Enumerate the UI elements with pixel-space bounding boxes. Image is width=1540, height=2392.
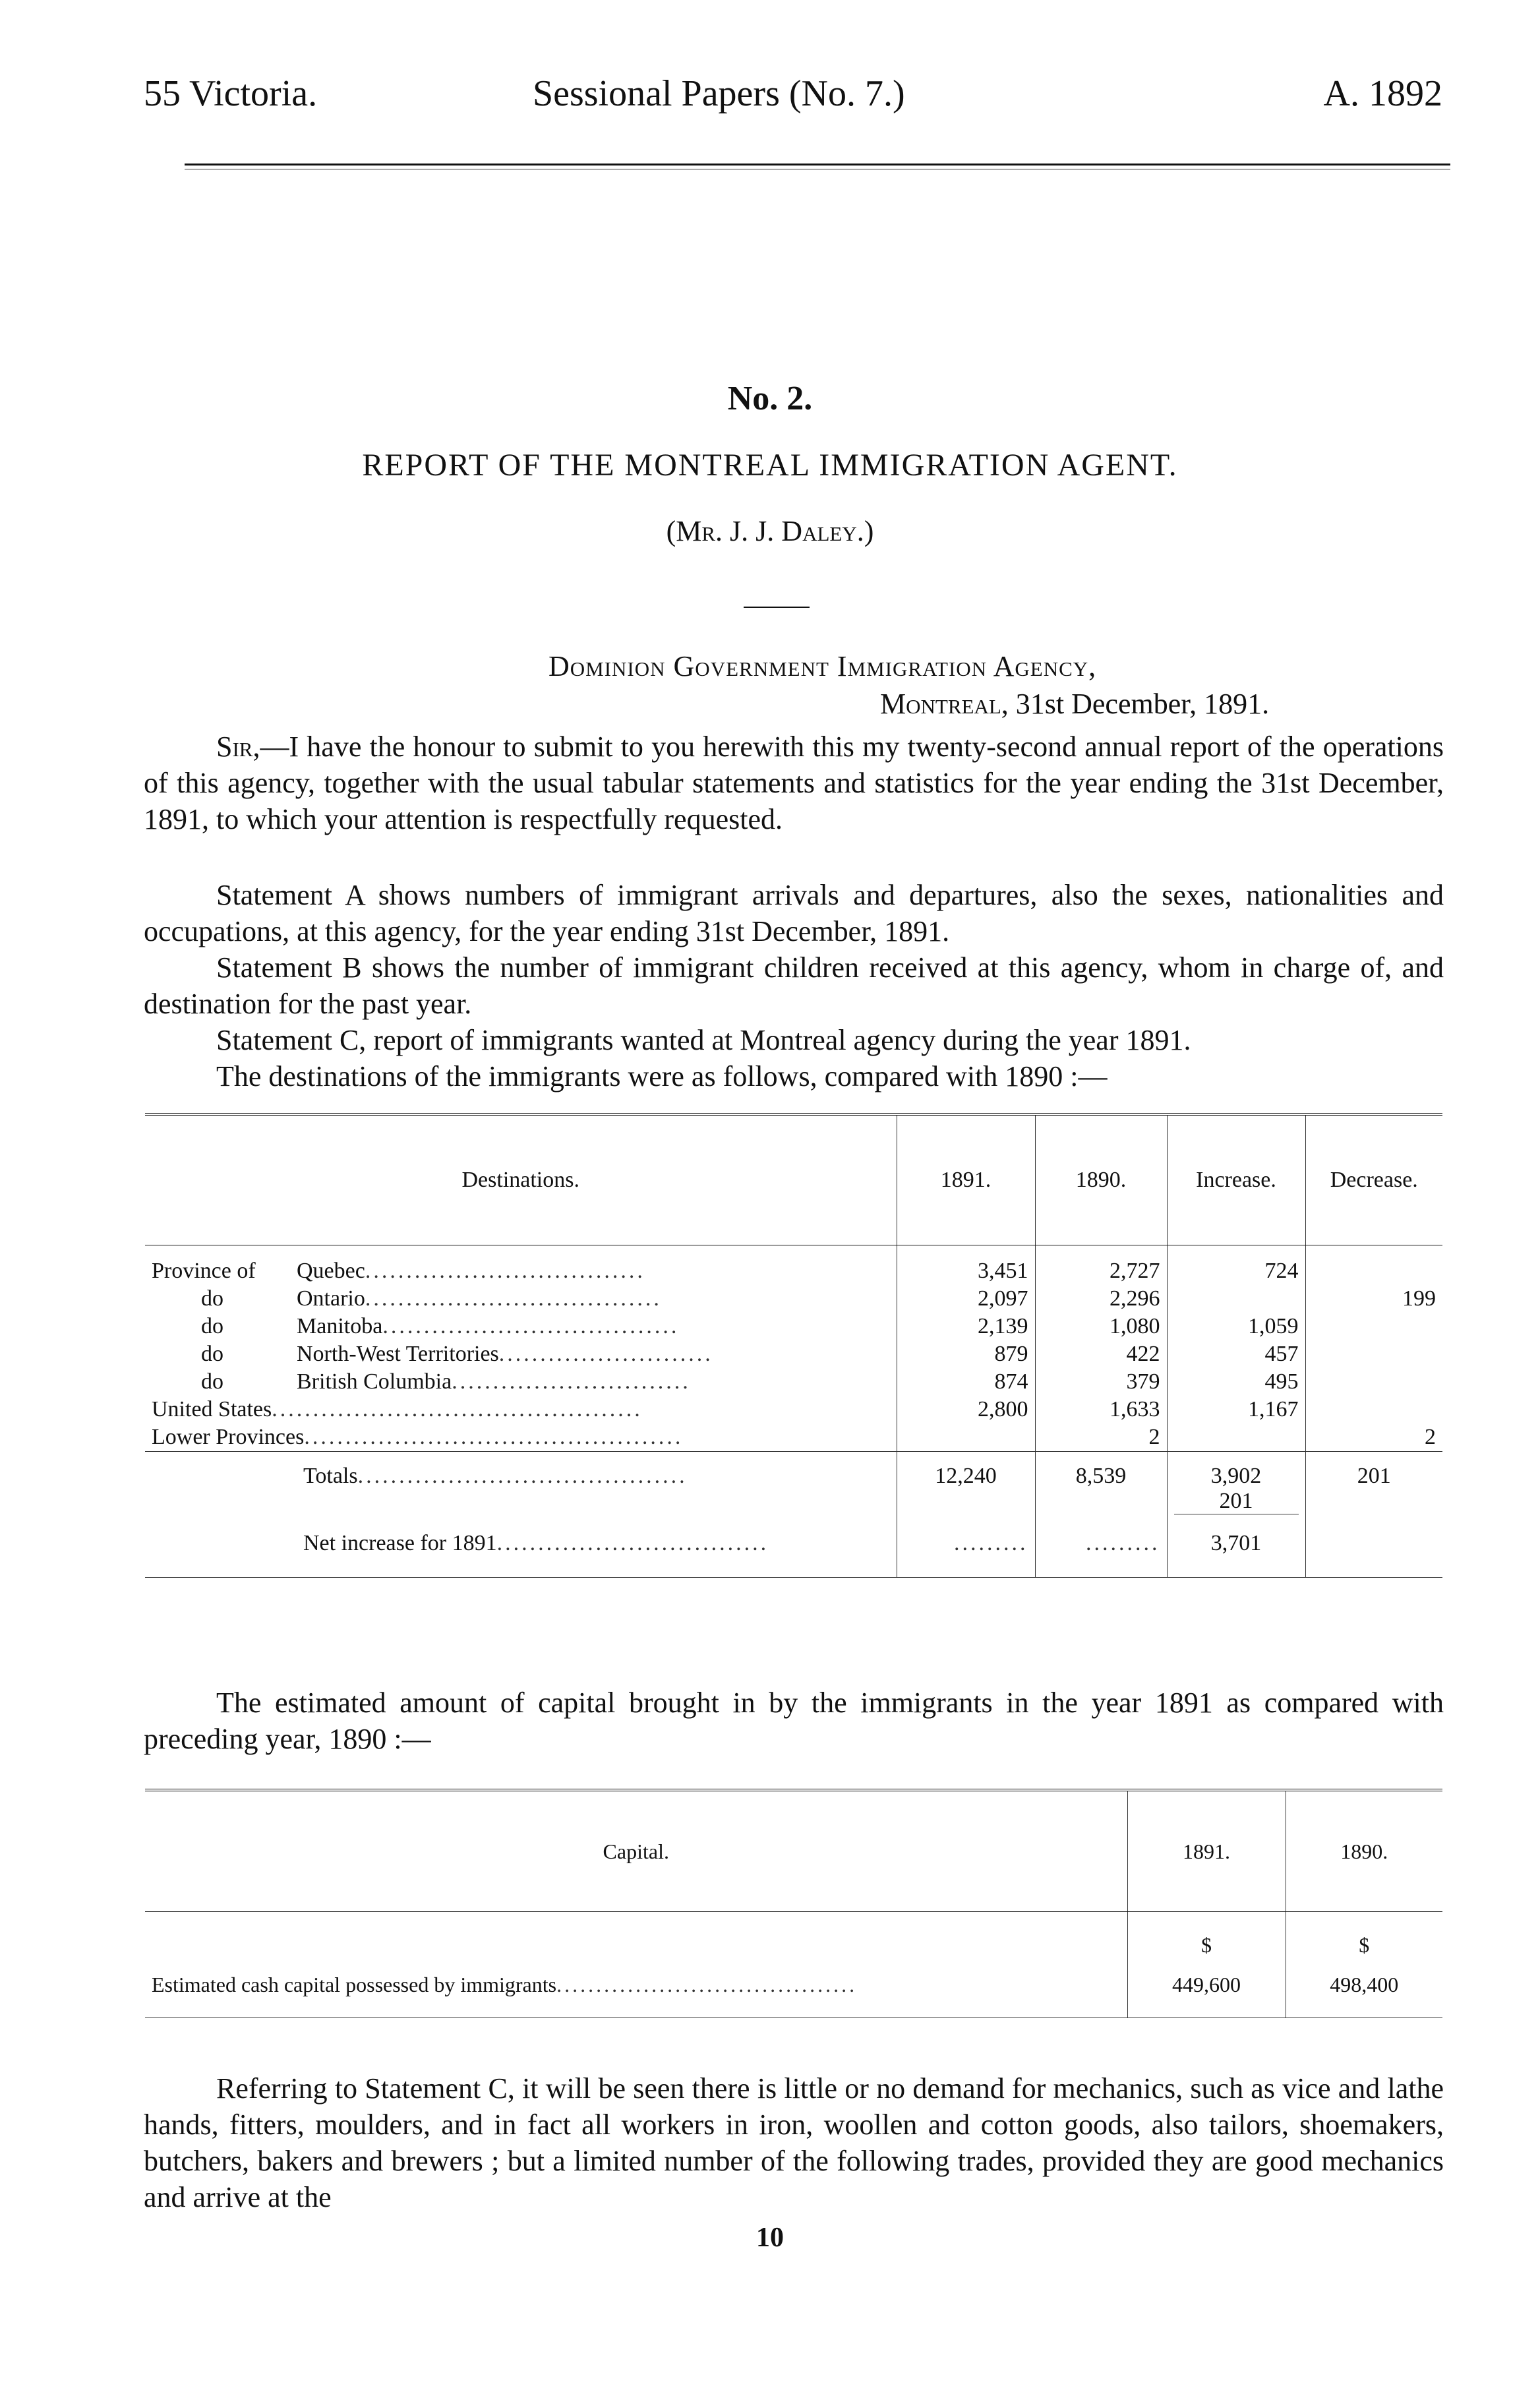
row-prefix: do bbox=[201, 1313, 223, 1338]
cell-1891: 2,139 bbox=[897, 1313, 1035, 1340]
row-prefix: do bbox=[201, 1341, 223, 1366]
cell-1891: 2,097 bbox=[897, 1285, 1035, 1313]
row-destination: Quebec bbox=[297, 1258, 365, 1283]
total-decrease: 201 bbox=[1305, 1451, 1442, 1524]
cell-decrease: 2 bbox=[1305, 1423, 1442, 1452]
agent-name: (Mr. J. J. Daley.) bbox=[666, 515, 874, 547]
paragraph-statement-c: Statement C, report of immigrants wanted at Montreal agency during the year 1891. bbox=[216, 1024, 1191, 1056]
cell-increase: 1,059 bbox=[1167, 1313, 1305, 1340]
row-destination: Manitoba bbox=[297, 1313, 383, 1338]
capital-header-row bbox=[145, 1790, 1442, 1912]
total-1890: 8,539 bbox=[1035, 1451, 1167, 1524]
table-row bbox=[145, 1396, 1442, 1423]
unit-1890: $ bbox=[1286, 1912, 1442, 1965]
page-number: 10 bbox=[756, 2223, 784, 2253]
leader-dots: ............................. bbox=[452, 1369, 691, 1394]
row-destination: Lower Provinces bbox=[152, 1424, 305, 1449]
capital-table bbox=[145, 1789, 1442, 2018]
row-destination: British Columbia bbox=[297, 1369, 452, 1394]
cell-1890: 379 bbox=[1035, 1368, 1167, 1396]
cell-increase: 495 bbox=[1167, 1368, 1305, 1396]
table-row bbox=[145, 1285, 1442, 1313]
unit-1891: $ bbox=[1127, 1912, 1286, 1965]
leader-dots: .......................... bbox=[498, 1341, 713, 1366]
cell-1890: 1,080 bbox=[1035, 1313, 1167, 1340]
col-header-1890: 1890. bbox=[1286, 1790, 1442, 1912]
table-row bbox=[145, 1313, 1442, 1340]
dateline bbox=[880, 687, 1269, 721]
cell-increase: 457 bbox=[1167, 1340, 1305, 1368]
cell-increase: 724 bbox=[1167, 1245, 1305, 1285]
col-header-destinations: Destinations. bbox=[145, 1114, 897, 1245]
cell-1891: 2,800 bbox=[897, 1396, 1035, 1423]
row-destination: North-West Territories bbox=[297, 1341, 499, 1366]
row-prefix: do bbox=[201, 1369, 223, 1394]
paragraph-capital-intro: The estimated amount of capital brought in by the immigrants in the year 1891 as compared with preceding year, 1890 :— bbox=[144, 1687, 1444, 1755]
cell-1891: 3,451 bbox=[897, 1245, 1035, 1285]
table-row bbox=[145, 1423, 1442, 1452]
cell-increase bbox=[1167, 1423, 1305, 1452]
cell-1891: 879 bbox=[897, 1340, 1035, 1368]
table-row bbox=[145, 1965, 1442, 2018]
paragraph-mechanics: Referring to Statement C, it will be seen there is little or no demand for mechanics, such as vice and lathe hands, fitters, moulders, and in fact all workers in iron, woollen and cotton goods, also tailors, shoemakers, butchers, bakers and brewers ; but a limited number of the following trades, provided they are good mechanics and arrive at the bbox=[144, 2072, 1444, 2213]
capital-value-1890: 498,400 bbox=[1286, 1965, 1442, 2018]
units-row bbox=[145, 1912, 1442, 1965]
header-rule-top bbox=[185, 164, 1450, 165]
cell-1890: 2 bbox=[1035, 1423, 1167, 1452]
document-number: No. 2. bbox=[727, 380, 813, 417]
total-increase-value: 3,902 bbox=[1210, 1463, 1262, 1488]
leader-dots: .............................................. bbox=[304, 1424, 684, 1449]
cell-decrease bbox=[1305, 1313, 1442, 1340]
dateline-place: Montreal, bbox=[880, 688, 1009, 720]
cell-decrease bbox=[1305, 1340, 1442, 1368]
table-row bbox=[145, 1245, 1442, 1285]
header-session: 55 Victoria. bbox=[144, 73, 318, 114]
paragraph-intro bbox=[144, 729, 1444, 837]
table-row bbox=[145, 1368, 1442, 1396]
leader-dots: .................................... bbox=[382, 1313, 680, 1338]
report-title: REPORT OF THE MONTREAL IMMIGRATION AGENT. bbox=[362, 448, 1178, 483]
cell-1890: 1,633 bbox=[1035, 1396, 1167, 1423]
col-header-capital: Capital. bbox=[145, 1790, 1127, 1912]
leader-dots: ......... bbox=[954, 1530, 1028, 1555]
cell-1890: 422 bbox=[1035, 1340, 1167, 1368]
cell-decrease bbox=[1305, 1368, 1442, 1396]
cell-decrease bbox=[1305, 1245, 1442, 1285]
totals-row bbox=[145, 1451, 1442, 1524]
paragraph-statement-b: Statement B shows the number of immigrant children received at this agency, whom in charge of, and destination for the past year. bbox=[144, 951, 1444, 1020]
leader-dots: .................................. bbox=[365, 1258, 645, 1283]
capital-row-label: Estimated cash capital possessed by immigrants bbox=[152, 1972, 557, 1996]
header-papers: Sessional Papers (No. 7.) bbox=[533, 73, 905, 114]
cell-1890: 2,727 bbox=[1035, 1245, 1167, 1285]
cell-decrease: 199 bbox=[1305, 1285, 1442, 1313]
leader-dots: ................................. bbox=[496, 1530, 769, 1555]
header-year: A. 1892 bbox=[1323, 73, 1442, 114]
col-header-1891: 1891. bbox=[1127, 1790, 1286, 1912]
row-destination: United States bbox=[152, 1396, 272, 1421]
paragraph-destinations-intro: The destinations of the immigrants were as follows, compared with 1890 :— bbox=[216, 1060, 1108, 1092]
salutation: Sir, bbox=[216, 731, 260, 763]
destinations-header-row bbox=[145, 1114, 1442, 1245]
cell-decrease bbox=[1305, 1396, 1442, 1423]
total-increase-less: 201 bbox=[1174, 1489, 1299, 1514]
total-1891: 12,240 bbox=[897, 1451, 1035, 1524]
col-header-1891: 1891. bbox=[897, 1114, 1035, 1245]
net-increase-row bbox=[145, 1524, 1442, 1578]
net-increase-value: 3,701 bbox=[1167, 1524, 1305, 1578]
cell-1891: 874 bbox=[897, 1368, 1035, 1396]
paragraph-intro-text: —I have the honour to submit to you herewith this my twenty-second annual report of the operations of this agency, together with the usual tabular statements and statistics for the year ending the 31st December, 1891, to which your attention is respectfully requested. bbox=[144, 731, 1444, 835]
capital-value-1891: 449,600 bbox=[1127, 1965, 1286, 2018]
leader-dots: ......... bbox=[1086, 1530, 1160, 1555]
cell-1891 bbox=[897, 1423, 1035, 1452]
col-header-1890: 1890. bbox=[1035, 1114, 1167, 1245]
leader-dots: ........................................ bbox=[357, 1463, 688, 1488]
row-prefix: do bbox=[201, 1286, 223, 1311]
leader-dots: ............................................. bbox=[272, 1396, 643, 1421]
table-row bbox=[145, 1340, 1442, 1368]
row-destination: Ontario bbox=[297, 1286, 365, 1311]
totals-label: Totals bbox=[303, 1463, 358, 1488]
row-prefix: Province of bbox=[152, 1258, 256, 1283]
col-header-decrease: Decrease. bbox=[1305, 1114, 1442, 1245]
page-header bbox=[144, 73, 1449, 132]
cell-increase bbox=[1167, 1285, 1305, 1313]
dateline-date: 31st December, 1891. bbox=[1015, 688, 1270, 720]
cell-1890: 2,296 bbox=[1035, 1285, 1167, 1313]
net-increase-label: Net increase for 1891 bbox=[303, 1530, 497, 1555]
paragraph-statement-a: Statement A shows numbers of immigrant arrivals and departures, also the sexes, nationalities and occupations, at this agency, for the year ending 31st December, 1891. bbox=[144, 879, 1444, 947]
destinations-table bbox=[145, 1113, 1442, 1578]
leader-dots: ...................................... bbox=[556, 1972, 858, 1996]
col-header-increase: Increase. bbox=[1167, 1114, 1305, 1245]
total-increase bbox=[1167, 1451, 1305, 1524]
agency-line: Dominion Government Immigration Agency, bbox=[548, 650, 1097, 682]
cell-increase: 1,167 bbox=[1167, 1396, 1305, 1423]
section-divider bbox=[744, 607, 810, 608]
leader-dots: .................................... bbox=[365, 1286, 662, 1311]
